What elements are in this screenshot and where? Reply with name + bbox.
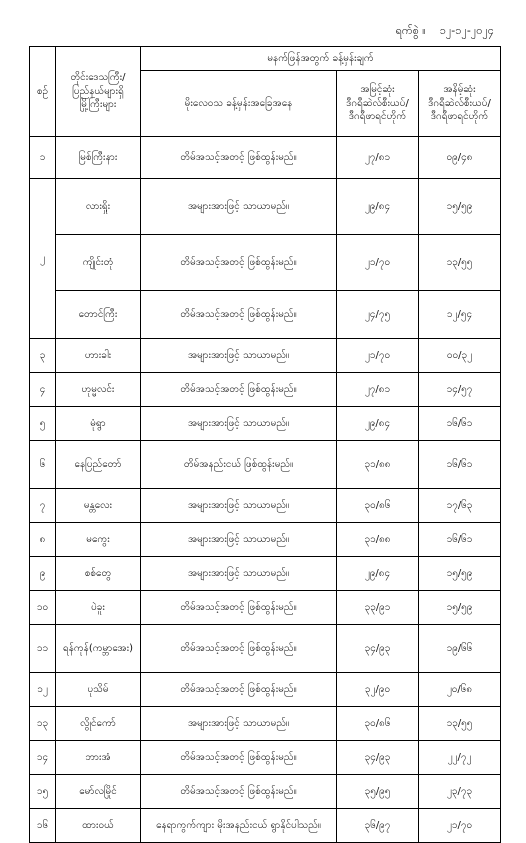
max-temperature: ၃၁/၈၈ [337,523,419,557]
max-temperature: ၂၁/၇၀ [337,339,419,373]
min-temperature: ၁၅/၅၉ [419,557,501,591]
city-name: မန္တလေး [56,489,141,523]
max-temperature: ၂၄/၇၅ [337,291,419,339]
weather-condition: နေရာကွက်ကျား မိုးအနည်းငယ် ရွာနိုင်ပါသည်။ [141,809,337,843]
city-name: စစ်တွေ [56,557,141,591]
date-label: ရက်စွဲ ။ [395,24,426,37]
city-name: မုံရွာ [56,407,141,441]
city-name: ပုသိမ် [56,673,141,707]
table-row [30,489,501,523]
max-temperature: ၂၉/၈၄ [337,407,419,441]
table-row [30,591,501,625]
table-row [30,137,501,179]
header-location-line: ပြည်နယ်များရှိ [72,85,124,97]
weather-condition: အများအားဖြင့် သာယာမည်။ [141,707,337,741]
row-number: ၁၆ [30,809,56,843]
min-temperature: ၁၂/၅၄ [419,291,501,339]
city-name: နေပြည်တော် [56,441,141,489]
row-number: ၁၃ [30,707,56,741]
weather-condition: အများအားဖြင့် သာယာမည်။ [141,339,337,373]
max-temperature: ၃၅/၉၅ [337,775,419,809]
row-number: ၄ [30,373,56,407]
min-temperature: ၀၉/၄၈ [419,137,501,179]
min-temperature: ၂၁/၇၀ [419,809,501,843]
header-no: စဉ် [30,47,56,137]
city-name: မြစ်ကြီးနား [56,137,141,179]
report-date [396,24,494,40]
table-row [30,809,501,843]
max-temperature: ၃၀/၈၆ [337,489,419,523]
table-row [30,339,501,373]
min-temperature: ၀၀/၃၂ [419,339,501,373]
max-temperature: ၃၂/၉၀ [337,673,419,707]
row-number: ၉ [30,557,56,591]
header-condition: မိုးလေဝသ ခန့်မှန်းအခြေအနေ [141,71,337,137]
city-name: မကွေး [56,523,141,557]
header-forecast-group: မနက်ဖြန်အတွက် ခန့်မှန်းချက် [141,47,501,71]
weather-condition: တိမ်အသင့်အတင့် ဖြစ်ထွန်းမည်။ [141,673,337,707]
header-min-line: အနိမ့်ဆုံး [443,84,476,96]
header-location-line: မြို့ကြီးများ [79,99,117,111]
table-row [30,407,501,441]
weather-condition: တိမ်အသင့်အတင့် ဖြစ်ထွန်းမည်။ [141,741,337,775]
city-name: မော်လမြိုင် [56,775,141,809]
header-min-temp [419,71,501,137]
min-temperature: ၁၃/၅၅ [419,707,501,741]
table-row [30,741,501,775]
header-min-line: ဒီဂရီဆဲလ်စီးယပ်/ [428,97,491,109]
city-name: ပဲခူး [56,591,141,625]
row-number: ၁၁ [30,625,56,673]
max-temperature: ၂၇/၈၁ [337,137,419,179]
row-number: ၂ [30,179,56,339]
weather-condition: တိမ်အသင့်အတင့် ဖြစ်ထွန်းမည်။ [141,137,337,179]
city-name: လားရှိုး [56,179,141,235]
row-number: ၈ [30,523,56,557]
table-row [30,291,501,339]
weather-condition: တိမ်အသင့်အတင့် ဖြစ်ထွန်းမည်။ [141,235,337,291]
min-temperature: ၂၂/၇၂ [419,741,501,775]
table-row [30,775,501,809]
weather-condition: တိမ်အသင့်အတင့် ဖြစ်ထွန်းမည်။ [141,625,337,673]
table-row [30,625,501,673]
weather-condition: အများအားဖြင့် သာယာမည်။ [141,489,337,523]
max-temperature: ၂၉/၈၄ [337,179,419,235]
max-temperature: ၃၆/၉၇ [337,809,419,843]
city-name: ရန်ကုန်(ကမ္ဘာအေး) [56,625,141,673]
min-temperature: ၁၆/၆၁ [419,441,501,489]
city-name: လွိုင်ကော် [56,707,141,741]
weather-condition: အများအားဖြင့် သာယာမည်။ [141,523,337,557]
min-temperature: ၂၃/၇၃ [419,775,501,809]
table-row [30,523,501,557]
table-row [30,179,501,235]
table-row [30,673,501,707]
city-name: ဘားအံ [56,741,141,775]
row-number: ၃ [30,339,56,373]
row-number: ၆ [30,441,56,489]
weather-condition: အများအားဖြင့် သာယာမည်။ [141,407,337,441]
min-temperature: ၁၃/၅၅ [419,235,501,291]
min-temperature: ၁၆/၆၁ [419,407,501,441]
max-temperature: ၃၁/၈၈ [337,441,419,489]
header-max-line: ဒီဂရီဖာရင်ဟိုက် [348,111,407,123]
min-temperature: ၁၇/၆၃ [419,489,501,523]
header-max-line: အမြင့်ဆုံး [360,84,395,96]
row-number: ၁၄ [30,741,56,775]
max-temperature: ၂၉/၈၄ [337,557,419,591]
max-temperature: ၃၄/၉၃ [337,741,419,775]
table-row [30,373,501,407]
city-name: ဟုမ္မလင်း [56,373,141,407]
header-location [56,47,141,137]
city-name: တောင်ကြီး [56,291,141,339]
row-number: ၁၅ [30,775,56,809]
weather-condition: တိမ်အသင့်အတင့် ဖြစ်ထွန်းမည်။ [141,775,337,809]
table-row [30,441,501,489]
max-temperature: ၃၃/၉၁ [337,591,419,625]
row-number: ၁၂ [30,673,56,707]
row-number: ၁၀ [30,591,56,625]
forecast-table [29,46,501,843]
table-row [30,235,501,291]
max-temperature: ၃၄/၉၃ [337,625,419,673]
min-temperature: ၂၀/၆၈ [419,673,501,707]
date-value: ၁၂-၁၂-၂၀၂၄ [439,24,494,37]
min-temperature: ၁၅/၅၉ [419,179,501,235]
min-temperature: ၁၆/၆၁ [419,523,501,557]
min-temperature: ၁၉/၆၆ [419,625,501,673]
weather-condition: တိမ်အသင့်အတင့် ဖြစ်ထွန်းမည်။ [141,591,337,625]
max-temperature: ၃၀/၈၆ [337,707,419,741]
weather-condition: တိမ်အသင့်အတင့် ဖြစ်ထွန်းမည်။ [141,373,337,407]
row-number: ၁ [30,137,56,179]
row-number: ၅ [30,407,56,441]
header-max-line: ဒီဂရီဆဲလ်စီးယပ်/ [346,97,409,109]
city-name: ထားဝယ် [56,809,141,843]
city-name: ဟားခါး [56,339,141,373]
weather-condition: တိမ်အနည်းငယ် ဖြစ်ထွန်းမည်။ [141,441,337,489]
header-min-line: ဒီဂရီဖာရင်ဟိုက် [430,111,489,123]
table-row [30,557,501,591]
min-temperature: ၁၄/၅၇ [419,373,501,407]
weather-condition: အများအားဖြင့် သာယာမည်။ [141,179,337,235]
forecast-rows [30,137,501,843]
weather-condition: အများအားဖြင့် သာယာမည်။ [141,557,337,591]
city-name: ကျိုင်းတုံ [56,235,141,291]
min-temperature: ၁၅/၅၉ [419,591,501,625]
max-temperature: ၂၇/၈၁ [337,373,419,407]
weather-condition: တိမ်အသင့်အတင့် ဖြစ်ထွန်းမည်။ [141,291,337,339]
header-max-temp [337,71,419,137]
row-number: ၇ [30,489,56,523]
table-row [30,707,501,741]
header-location-line: တိုင်းဒေသကြီး/ [70,72,126,84]
max-temperature: ၂၁/၇၀ [337,235,419,291]
